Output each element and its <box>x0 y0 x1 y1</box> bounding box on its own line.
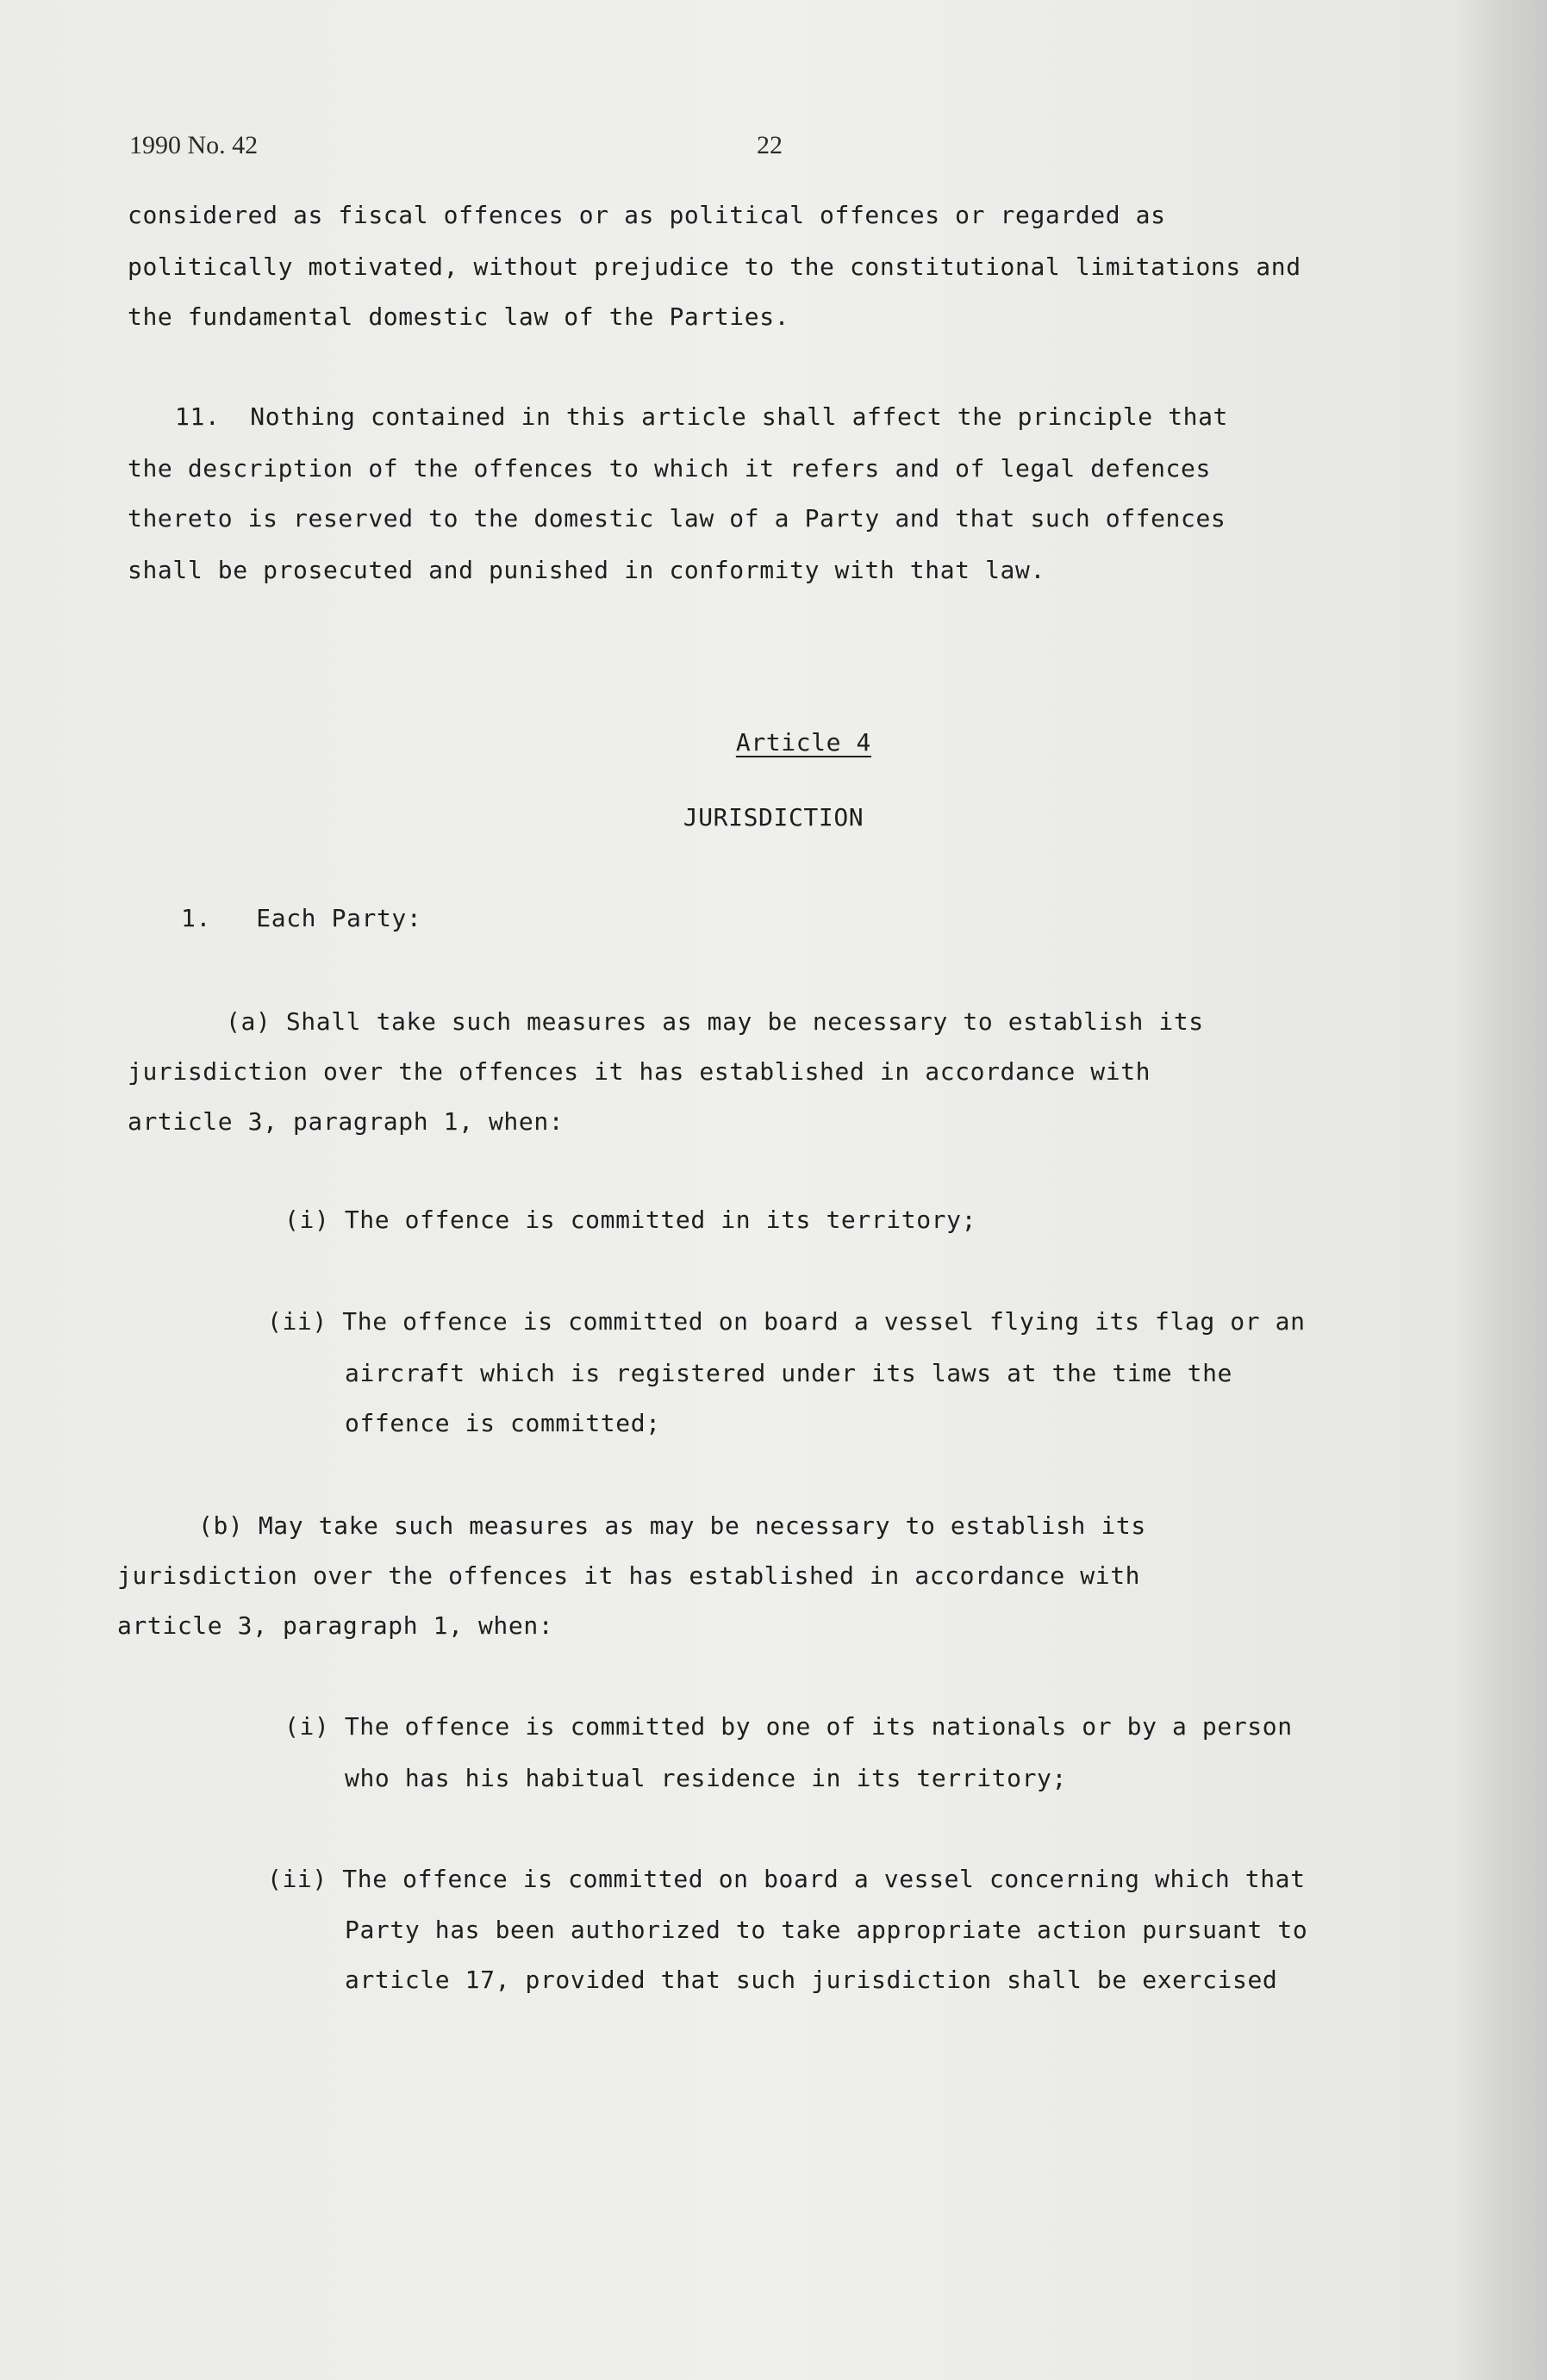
text-line: jurisdiction over the offences it has established in accordance with <box>117 1561 1141 1590</box>
page-number: 22 <box>757 131 783 159</box>
text-line: article 3, paragraph 1, when: <box>128 1107 565 1136</box>
section-title: JURISDICTION <box>683 803 864 832</box>
text-line: (i) The offence is committed by one of its nationals or by a person <box>284 1712 1293 1741</box>
document-reference: 1990 No. 42 <box>129 131 259 159</box>
text-line: shall be prosecuted and punished in conformity with that law. <box>128 556 1045 584</box>
article-title: Article 4 <box>735 728 871 757</box>
text-line: jurisdiction over the offences it has established in accordance with <box>128 1057 1151 1086</box>
text-line: (i) The offence is committed in its territory; <box>284 1206 977 1234</box>
text-line: considered as fiscal offences or as political offences or regarded as <box>128 201 1166 229</box>
text-line: offence is committed; <box>345 1409 661 1437</box>
text-line: 11. Nothing contained in this article shall affect the principle that <box>175 402 1229 431</box>
text-line: the description of the offences to which it refers and of legal defences <box>128 454 1211 483</box>
text-line: the fundamental domestic law of the Parties. <box>128 302 790 331</box>
text-line: 1. Each Party: <box>181 904 422 932</box>
text-line: (a) Shall take such measures as may be necessary to establish its <box>226 1007 1204 1036</box>
text-line: (b) May take such measures as may be necessary to establish its <box>198 1511 1146 1540</box>
text-line: Party has been authorized to take appropriate action pursuant to <box>345 1916 1308 1944</box>
text-line: (ii) The offence is committed on board a vessel concerning which that <box>267 1865 1306 1893</box>
text-line: article 17, provided that such jurisdiction shall be exercised <box>345 1966 1278 1994</box>
text-line: (ii) The offence is committed on board a vessel flying its flag or an <box>267 1307 1306 1336</box>
text-line: article 3, paragraph 1, when: <box>117 1611 554 1640</box>
article-heading <box>0 707 1547 779</box>
text-line: aircraft which is registered under its laws at the time the <box>345 1359 1232 1387</box>
text-line: who has his habitual residence in its territory; <box>345 1764 1067 1792</box>
text-line: politically motivated, without prejudice to the constitutional limitations and <box>128 252 1301 281</box>
text-line: thereto is reserved to the domestic law of a Party and that such offences <box>128 504 1226 533</box>
